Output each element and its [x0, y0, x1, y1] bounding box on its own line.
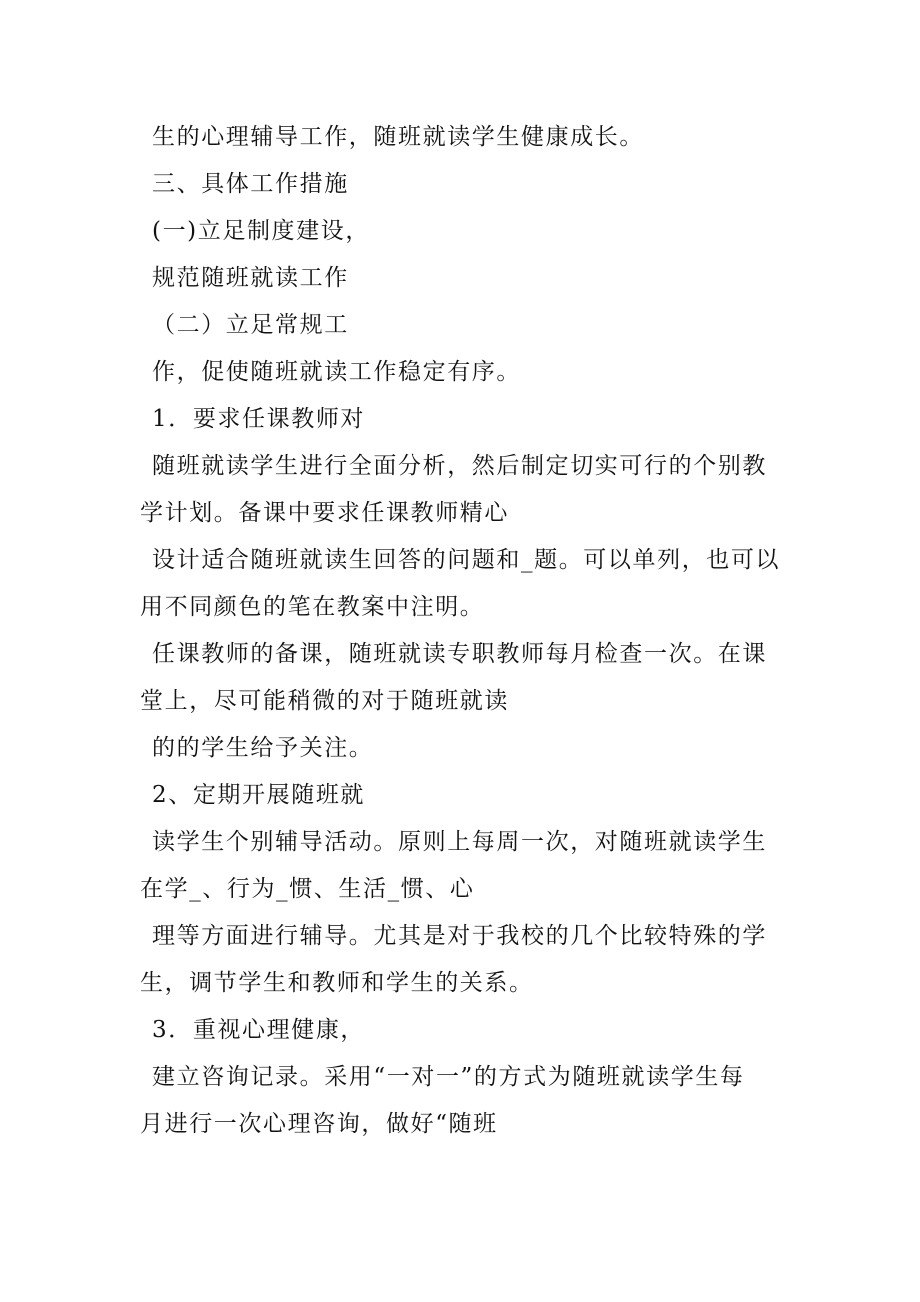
text-line: 1．要求任课教师对 — [152, 406, 366, 432]
document-body — [140, 114, 790, 1148]
text-line: 理等方面进行辅导。尤其是对于我校的几个比较特殊的学 — [152, 923, 767, 949]
text-line: 生的心理辅导工作，随班就读学生健康成长。 — [152, 124, 644, 150]
text-line: 月进行一次心理咨询，做好“随班 — [140, 1111, 498, 1137]
text-line: 学计划。备课中要求任课教师精心 — [140, 500, 509, 526]
text-line: 建立咨询记录。采用“一对一”的方式为随班就读学生每 — [152, 1064, 745, 1090]
text-line: 规范随班就读工作 — [152, 265, 349, 291]
text-line: 读学生个别辅导活动。原则上每周一次，对随班就读学生 — [152, 829, 767, 855]
text-line: 设计适合随班就读生回答的问题和_题。可以单列，也可以 — [152, 547, 781, 573]
text-line: 任课教师的备课，随班就读专职教师每月检查一次。在课 — [152, 641, 767, 667]
text-line: (一)立足制度建设， — [152, 218, 370, 244]
text-line: 堂上，尽可能稍微的对于随班就读 — [140, 688, 509, 714]
text-line: 的的学生给予关注。 — [152, 735, 374, 761]
text-line: 随班就读学生进行全面分析，然后制定切实可行的个别教 — [152, 453, 767, 479]
text-line: 3．重视心理健康， — [152, 1017, 366, 1043]
text-line: 作，促使随班就读工作稳定有序。 — [152, 359, 521, 385]
text-line: 在学_、行为_惯、生活_惯、心 — [140, 876, 475, 902]
text-line: 三、具体工作措施 — [152, 171, 349, 197]
text-line: 生，调节学生和教师和学生的关系。 — [140, 970, 534, 996]
text-line: 用不同颜色的笔在教案中注明。 — [140, 594, 485, 620]
text-line: 2、定期开展随班就 — [152, 782, 366, 808]
text-line: （二）立足常规工 — [152, 312, 349, 338]
